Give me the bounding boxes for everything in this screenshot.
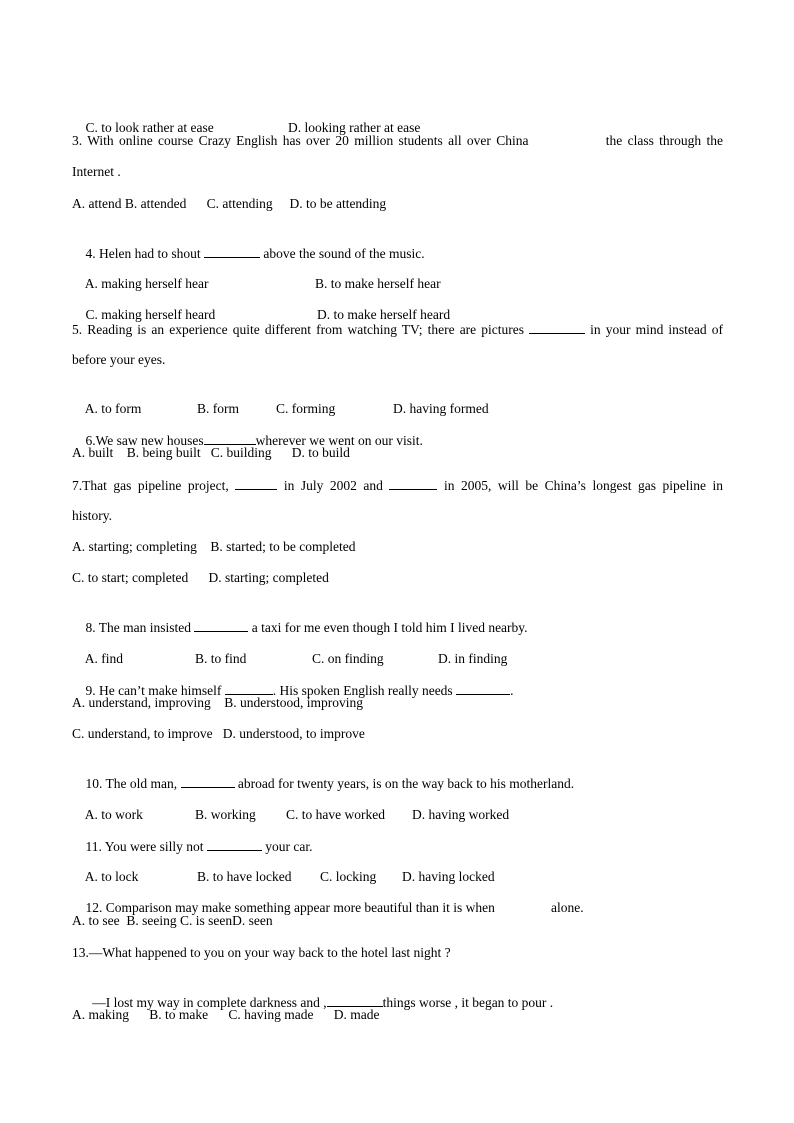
answer-blank [204, 431, 256, 445]
q8-stem: 8. The man insisted a taxi for me even though I told him I lived nearby. [85, 620, 528, 635]
q6-options: A. built B. being built C. building D. to build [72, 445, 350, 460]
q13-stem-cont: —I lost my way in complete darkness and , things worse , it began to pour . [85, 995, 554, 1010]
q9-options-cd: C. understand, to improve D. understood, to improve [72, 726, 365, 741]
q7-stem: 7.That gas pipeline project, in July 2002 and in 2005, will be China’s longest gas pipeline in [72, 478, 724, 493]
q7-options-ab: A. starting; completing B. started; to be completed [72, 539, 356, 554]
q11-options: A. to lock B. to have locked C. locking D. having locked [84, 869, 495, 884]
q13-options: A. making B. to make C. having made D. made [72, 1007, 380, 1022]
q7-stem-cont: history. [72, 508, 112, 523]
q4-options-ab: A. making herself hear B. to make herself hear [84, 276, 441, 291]
q4-options-cd: C. making herself heard D. to make herself heard [85, 307, 451, 322]
answer-blank [181, 774, 235, 788]
answer-blank [225, 681, 273, 695]
q5-stem: 5. Reading is an experience quite different from watching TV; there are pictures in your mind instead of [72, 322, 723, 337]
q6-stem: 6.We saw new houses wherever we went on our visit. [85, 433, 423, 448]
q3-stem: 3. With online course Crazy English has over 20 million students all over China the class through the [72, 133, 723, 148]
answer-blank [194, 618, 248, 632]
q7-options-cd: C. to start; completed D. starting; completed [72, 570, 329, 585]
q4-stem: 4. Helen had to shout above the sound of the music. [85, 246, 425, 261]
q13-stem: 13.—What happened to you on your way back to the hotel last night ? [72, 945, 451, 960]
answer-blank [327, 993, 383, 1007]
q12-stem: 12. Comparison may make something appear more beautiful than it is when alone. [85, 900, 584, 915]
q3-stem-cont: Internet . [72, 164, 121, 179]
q10-options: A. to work B. working C. to have worked D. having worked [84, 807, 510, 822]
answer-blank [389, 476, 437, 490]
answer-blank [528, 132, 600, 145]
answer-blank [529, 320, 585, 334]
q3-options: A. attend B. attended C. attending D. to be attending [72, 196, 387, 211]
q9-stem: 9. He can’t make himself . His spoken English really needs . [85, 683, 514, 698]
answer-blank [207, 837, 262, 851]
q5-options: A. to form B. form C. forming D. having formed [84, 401, 489, 416]
q11-stem: 11. You were silly not your car. [85, 839, 313, 854]
q10-stem: 10. The old man, abroad for twenty years, is on the way back to his motherland. [85, 776, 575, 791]
option-d: D. looking rather at ease [288, 120, 421, 135]
q9-options-ab: A. understand, improving B. understood, improving [72, 695, 363, 710]
option-c: C. to look rather at ease [85, 120, 214, 135]
q12-options: A. to see B. seeing C. is seenD. seen [72, 913, 273, 928]
q8-options: A. find B. to find C. on finding D. in finding [84, 651, 508, 666]
answer-blank [456, 681, 510, 695]
answer-blank [235, 476, 277, 490]
q5-stem-cont: before your eyes. [72, 352, 166, 367]
answer-blank [204, 244, 260, 258]
